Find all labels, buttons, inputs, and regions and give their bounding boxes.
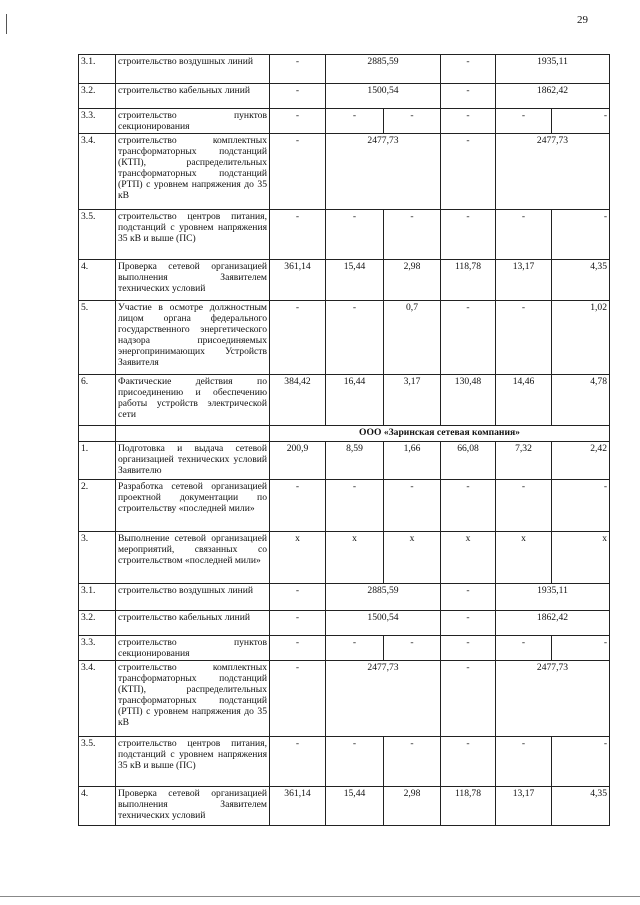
value-cell: - xyxy=(552,480,610,532)
value-cell-merged: 1862,42 xyxy=(496,84,610,109)
value-cell: 130,48 xyxy=(441,375,496,426)
value-cell: - xyxy=(441,55,496,84)
value-cell: 118,78 xyxy=(441,787,496,826)
value-cell: - xyxy=(496,737,552,787)
value-cell: - xyxy=(270,55,326,84)
value-cell: - xyxy=(326,636,384,661)
value-cell: - xyxy=(441,584,496,611)
row-number: 4. xyxy=(79,787,116,826)
value-cell-merged: 1500,54 xyxy=(326,84,441,109)
value-cell: - xyxy=(441,301,496,375)
row-number: 1. xyxy=(79,442,116,480)
value-cell: x xyxy=(496,532,552,584)
row-number: 3.3. xyxy=(79,109,116,134)
row-number: 3. xyxy=(79,532,116,584)
value-cell: - xyxy=(326,210,384,260)
value-cell: 16,44 xyxy=(326,375,384,426)
row-description: строительство комплектных трансформаторных подстанций (КТП), распределительных трансформаторных подстанций (РТП) с уровнем напряжения до 35 кВ xyxy=(116,134,270,210)
value-cell: - xyxy=(552,636,610,661)
value-cell: 15,44 xyxy=(326,260,384,301)
row-number: 4. xyxy=(79,260,116,301)
value-cell-merged: 1500,54 xyxy=(326,611,441,636)
table-row xyxy=(79,787,610,826)
value-cell: 3,17 xyxy=(384,375,441,426)
row-number: 6. xyxy=(79,375,116,426)
row-description: строительство пунктов секционирования xyxy=(116,636,270,661)
value-cell: - xyxy=(326,301,384,375)
row-description: строительство пунктов секционирования xyxy=(116,109,270,134)
value-cell: 2,42 xyxy=(552,442,610,480)
value-cell: - xyxy=(441,737,496,787)
value-cell: - xyxy=(270,84,326,109)
row-number: 3.4. xyxy=(79,661,116,737)
organization-title: ООО «Заринская сетевая компания» xyxy=(270,426,610,442)
value-cell: - xyxy=(496,109,552,134)
table-row xyxy=(79,661,610,737)
table-row xyxy=(79,584,610,611)
table-row xyxy=(79,55,610,84)
row-number: 3.3. xyxy=(79,636,116,661)
value-cell: - xyxy=(326,109,384,134)
row-number: 3.2. xyxy=(79,611,116,636)
row-number: 2. xyxy=(79,480,116,532)
section-header-row xyxy=(79,426,610,442)
value-cell-merged: 2885,59 xyxy=(326,55,441,84)
value-cell: - xyxy=(441,84,496,109)
row-description: Проверка сетевой организацией выполнения Заявителем технических условий xyxy=(116,260,270,301)
value-cell: x xyxy=(384,532,441,584)
table-row xyxy=(79,109,610,134)
row-number: 3.5. xyxy=(79,210,116,260)
row-description: строительство кабельных линий xyxy=(116,84,270,109)
table-row xyxy=(79,480,610,532)
value-cell: - xyxy=(496,480,552,532)
value-cell-merged: 1935,11 xyxy=(496,55,610,84)
value-cell: - xyxy=(270,636,326,661)
value-cell: x xyxy=(441,532,496,584)
value-cell-merged: 2477,73 xyxy=(496,134,610,210)
value-cell: - xyxy=(384,737,441,787)
value-cell: 1,66 xyxy=(384,442,441,480)
value-cell: - xyxy=(552,210,610,260)
value-cell: 1,02 xyxy=(552,301,610,375)
value-cell: 13,17 xyxy=(496,260,552,301)
value-cell: 14,46 xyxy=(496,375,552,426)
value-cell: 200,9 xyxy=(270,442,326,480)
value-cell: - xyxy=(496,636,552,661)
value-cell: - xyxy=(552,737,610,787)
value-cell: 13,17 xyxy=(496,787,552,826)
row-description: строительство кабельных линий xyxy=(116,611,270,636)
value-cell: - xyxy=(270,134,326,210)
value-cell: - xyxy=(441,210,496,260)
value-cell: 15,44 xyxy=(326,787,384,826)
value-cell: - xyxy=(441,109,496,134)
row-number: 3.4. xyxy=(79,134,116,210)
value-cell: - xyxy=(496,301,552,375)
row-description: Разработка сетевой организацией проектной документации по строительству «последней мили» xyxy=(116,480,270,532)
value-cell-merged: 2477,73 xyxy=(496,661,610,737)
row-number: 5. xyxy=(79,301,116,375)
row-description: Участие в осмотре должностным лицом органа федерального государственного энергетического надзора присоединяемых энергопринимающих Устройств Заявителя xyxy=(116,301,270,375)
page-number: 29 xyxy=(577,14,588,26)
value-cell: - xyxy=(270,661,326,737)
row-description: Фактические действия по присоединению и обеспечению работы устройств электрической сети xyxy=(116,375,270,426)
value-cell: - xyxy=(441,611,496,636)
value-cell-merged: 1935,11 xyxy=(496,584,610,611)
row-description: Выполнение сетевой организацией мероприятий, связанных со строительством «последней мили» xyxy=(116,532,270,584)
value-cell: - xyxy=(270,480,326,532)
value-cell: 2,98 xyxy=(384,260,441,301)
row-description: строительство комплектных трансформаторных подстанций (КТП), распределительных трансформаторных подстанций (РТП) с уровнем напряжения до 35 кВ xyxy=(116,661,270,737)
table-row xyxy=(79,210,610,260)
value-cell: - xyxy=(384,480,441,532)
value-cell: x xyxy=(270,532,326,584)
value-cell: 4,35 xyxy=(552,260,610,301)
row-description xyxy=(116,426,270,442)
row-description: строительство воздушных линий xyxy=(116,584,270,611)
value-cell: x xyxy=(326,532,384,584)
value-cell: 361,14 xyxy=(270,260,326,301)
value-cell: - xyxy=(384,109,441,134)
value-cell: 66,08 xyxy=(441,442,496,480)
value-cell: - xyxy=(270,301,326,375)
row-number: 3.1. xyxy=(79,55,116,84)
value-cell: - xyxy=(270,109,326,134)
table-row xyxy=(79,84,610,109)
row-number: 3.5. xyxy=(79,737,116,787)
row-description: строительство воздушных линий xyxy=(116,55,270,84)
row-number: 3.1. xyxy=(79,584,116,611)
value-cell: 384,42 xyxy=(270,375,326,426)
value-cell: 4,78 xyxy=(552,375,610,426)
value-cell: - xyxy=(270,737,326,787)
table-row xyxy=(79,532,610,584)
row-description: строительство центров питания, подстанций с уровнем напряжения 35 кВ и выше (ПС) xyxy=(116,737,270,787)
value-cell: - xyxy=(384,636,441,661)
value-cell: 4,35 xyxy=(552,787,610,826)
value-cell: 118,78 xyxy=(441,260,496,301)
table-row xyxy=(79,301,610,375)
value-cell: - xyxy=(326,480,384,532)
page-bottom-line xyxy=(0,896,640,897)
value-cell: - xyxy=(326,737,384,787)
value-cell-merged: 1862,42 xyxy=(496,611,610,636)
value-cell-merged: 2477,73 xyxy=(326,134,441,210)
value-cell: - xyxy=(441,134,496,210)
table-row xyxy=(79,737,610,787)
row-description: Подготовка и выдача сетевой организацией технических условий Заявителю xyxy=(116,442,270,480)
value-cell-merged: 2885,59 xyxy=(326,584,441,611)
value-cell: - xyxy=(270,584,326,611)
value-cell: - xyxy=(552,109,610,134)
row-description: строительство центров питания, подстанций с уровнем напряжения 35 кВ и выше (ПС) xyxy=(116,210,270,260)
value-cell: x xyxy=(552,532,610,584)
value-cell: - xyxy=(384,210,441,260)
table-row xyxy=(79,260,610,301)
value-cell-merged: 2477,73 xyxy=(326,661,441,737)
value-cell: - xyxy=(270,611,326,636)
table-row xyxy=(79,636,610,661)
table-row xyxy=(79,442,610,480)
table-row xyxy=(79,375,610,426)
value-cell: 7,32 xyxy=(496,442,552,480)
row-description: Проверка сетевой организацией выполнения Заявителем технических условий xyxy=(116,787,270,826)
tariff-table xyxy=(78,54,610,826)
value-cell: - xyxy=(496,210,552,260)
value-cell: - xyxy=(441,636,496,661)
value-cell: - xyxy=(270,210,326,260)
value-cell: 2,98 xyxy=(384,787,441,826)
value-cell: - xyxy=(441,480,496,532)
value-cell: 0,7 xyxy=(384,301,441,375)
table-row xyxy=(79,134,610,210)
value-cell: - xyxy=(441,661,496,737)
value-cell: 8,59 xyxy=(326,442,384,480)
row-number xyxy=(79,426,116,442)
page-edge-mark xyxy=(6,14,7,34)
value-cell: 361,14 xyxy=(270,787,326,826)
row-number: 3.2. xyxy=(79,84,116,109)
table-row xyxy=(79,611,610,636)
